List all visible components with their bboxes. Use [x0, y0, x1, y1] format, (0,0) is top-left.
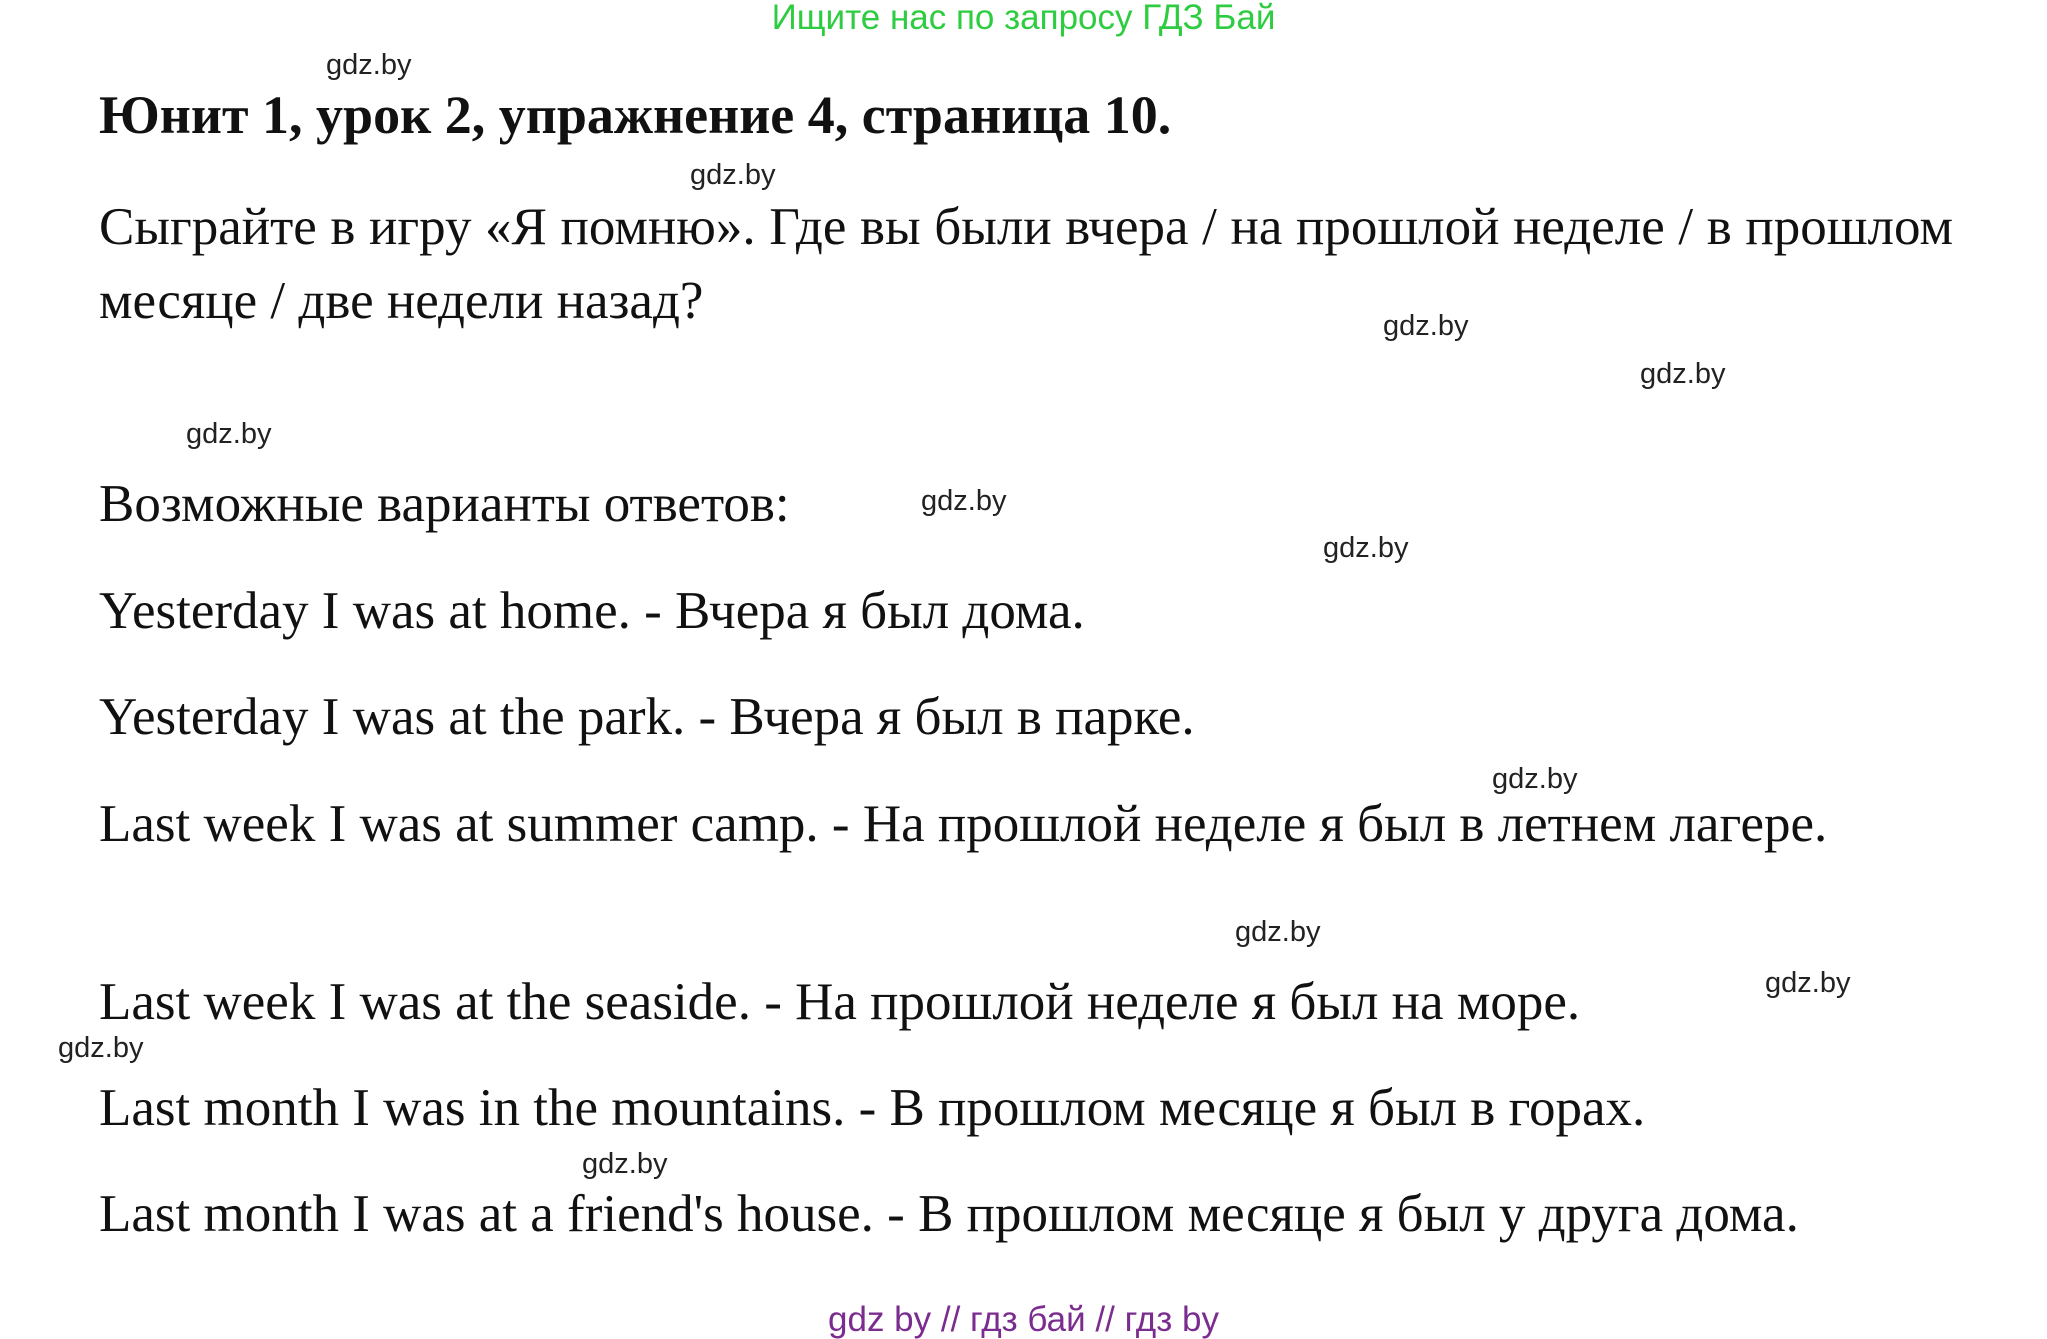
- watermark: gdz.by: [58, 1032, 144, 1064]
- answer-line: Last week I was at the seaside. - На прошлой неделе я был на море.: [99, 973, 1581, 1031]
- watermark: gdz.by: [186, 418, 272, 450]
- answer-line: Yesterday I was at home. - Вчера я был дома.: [99, 582, 1085, 640]
- watermark: gdz.by: [1383, 310, 1469, 342]
- answer-line: Last month I was in the mountains. - В прошлом месяце я был в горах.: [99, 1079, 1646, 1137]
- watermark: gdz.by: [1235, 916, 1321, 948]
- task-text: Сыграйте в игру «Я помню». Где вы были вчера / на прошлой неделе / в прошлом месяце / две недели назад?: [99, 198, 1953, 330]
- answer-line: Last week I was at summer camp. - На прошлой неделе я был в летнем лагере.: [99, 795, 1828, 853]
- watermark: gdz.by: [1492, 763, 1578, 795]
- answer-line: Last month I was at a friend's house. - В прошлом месяце я был у друга дома.: [99, 1185, 1799, 1243]
- page-title: Юнит 1, урок 2, упражнение 4, страница 10.: [99, 85, 1172, 145]
- answer-line: Yesterday I was at the park. - Вчера я был в парке.: [99, 688, 1195, 746]
- watermark: gdz.by: [326, 49, 412, 81]
- watermark: gdz.by: [1323, 532, 1409, 564]
- footer-watermark: gdz by // гдз бай // гдз by: [828, 1300, 1219, 1339]
- watermark: gdz.by: [582, 1148, 668, 1180]
- answers-intro: Возможные варианты ответов:: [99, 475, 790, 533]
- search-banner: Ищите нас по запросу ГДЗ Бай: [771, 0, 1276, 37]
- watermark: gdz.by: [921, 485, 1007, 517]
- watermark: gdz.by: [1765, 967, 1851, 999]
- watermark: gdz.by: [690, 159, 776, 191]
- watermark: gdz.by: [1640, 358, 1726, 390]
